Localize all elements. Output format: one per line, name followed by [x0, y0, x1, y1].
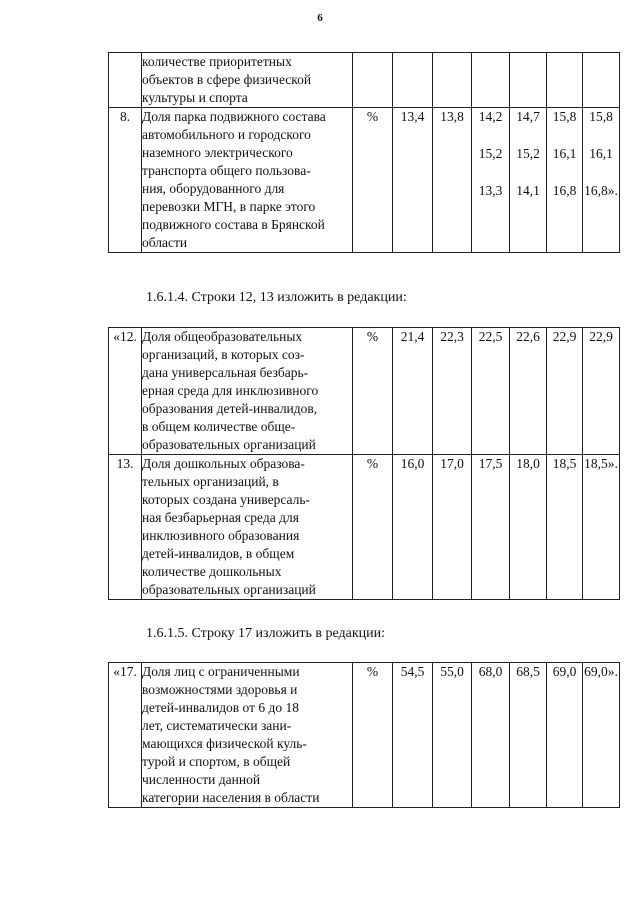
- indicator-text-line: Доля дошкольных образова-: [142, 456, 305, 471]
- value-text: 21,4: [400, 329, 425, 344]
- value-text: 22,5: [478, 329, 503, 344]
- table-row: [109, 455, 620, 600]
- table-row: [109, 53, 620, 108]
- value-text: 55,0: [440, 664, 464, 679]
- value-cell: [583, 663, 620, 808]
- row-number: [109, 53, 142, 108]
- indicator-text-line: культуры и спорта: [142, 90, 248, 105]
- paragraph-1-6-1-5: 1.6.1.5. Строку 17 изложить в редакции:: [146, 626, 386, 641]
- table-row: [109, 328, 620, 455]
- indicator-text-line: мающихся физической куль-: [142, 736, 307, 751]
- row-number: 8.: [109, 108, 142, 253]
- indicator-text-line: турой и спортом, в общей: [142, 754, 291, 769]
- value-cell: [433, 53, 472, 108]
- table-education: [108, 327, 620, 600]
- indicator-text-line: образовательных организаций: [142, 437, 316, 452]
- unit-cell: %: [353, 663, 393, 808]
- indicator-name: [142, 108, 353, 253]
- indicator-name: [142, 663, 353, 808]
- value-cell: [547, 108, 583, 253]
- value-text: 14,2: [478, 109, 503, 124]
- indicator-text-line: Доля парка подвижного состава: [142, 109, 326, 124]
- value-cell: [472, 328, 510, 455]
- value-cell: [433, 663, 472, 808]
- value-cell: [510, 328, 547, 455]
- value-cell: [393, 53, 433, 108]
- indicator-text-line: ния, оборудованного для: [142, 181, 285, 196]
- indicator-text-line: детей-инвалидов, в общем: [142, 546, 295, 561]
- unit-cell: [353, 53, 393, 108]
- value-text: 69,0».: [584, 664, 618, 679]
- value-text: 18,5: [552, 456, 577, 471]
- paragraph-1-6-1-4: 1.6.1.4. Строки 12, 13 изложить в редакции:: [146, 290, 407, 305]
- indicator-text-line: наземного электрического: [142, 145, 293, 160]
- value-text: 22,3: [440, 329, 464, 344]
- value-cell: [510, 53, 547, 108]
- indicator-text-line: организаций, в которых соз-: [142, 347, 305, 362]
- value-cell: [510, 108, 547, 253]
- indicator-text-line: дана универсальная безбарь-: [142, 365, 309, 380]
- indicator-text-line: количестве приоритетных: [142, 54, 292, 69]
- indicator-name: [142, 53, 353, 108]
- indicator-text-line: ная безбарьерная среда для: [142, 510, 299, 525]
- value-text: 22,9: [589, 329, 613, 344]
- indicator-text-line: в общем количестве обще-: [142, 419, 296, 434]
- value-text: 15,8: [552, 109, 577, 124]
- indicator-text-line: численности данной: [142, 772, 261, 787]
- value-text: 17,5: [478, 456, 503, 471]
- row-number: «12.: [109, 328, 142, 455]
- value-cell: [393, 328, 433, 455]
- indicator-text-line: транспорта общего пользова-: [142, 163, 311, 178]
- indicator-text-line: образовательных организаций: [142, 582, 316, 597]
- value-cell: [547, 663, 583, 808]
- value-text: 15,2: [516, 146, 540, 161]
- value-cell: [547, 53, 583, 108]
- value-text: 18,5».: [584, 456, 618, 471]
- indicator-text-line: которых создана универсаль-: [142, 492, 311, 507]
- value-text: 15,2: [478, 146, 503, 161]
- value-cell: [510, 663, 547, 808]
- value-text: 69,0: [552, 664, 577, 679]
- value-text: 16,1: [589, 146, 613, 161]
- value-cell: [547, 328, 583, 455]
- value-text: 22,9: [552, 329, 577, 344]
- indicator-text-line: тельных организаций, в: [142, 474, 279, 489]
- value-cell: [472, 663, 510, 808]
- value-cell: [510, 455, 547, 600]
- table-sport: [108, 662, 620, 808]
- value-text: 16,0: [400, 456, 425, 471]
- value-text: 16,8».: [584, 183, 618, 198]
- unit-cell: %: [353, 328, 393, 455]
- value-cell: [583, 53, 620, 108]
- value-text: 16,8: [552, 183, 577, 198]
- indicator-text-line: Доля общеобразовательных: [142, 329, 303, 344]
- indicator-text-line: возможностями здоровья и: [142, 682, 298, 697]
- row-number: 13.: [109, 455, 142, 600]
- value-text: 18,0: [516, 456, 540, 471]
- indicator-text-line: инклюзивного образования: [142, 528, 300, 543]
- indicator-text-line: ерная среда для инклюзивного: [142, 383, 319, 398]
- indicator-text-line: лет, систематически зани-: [142, 718, 292, 733]
- unit-cell: %: [353, 108, 393, 253]
- indicator-text-line: Доля лиц с ограниченными: [142, 664, 300, 679]
- value-text: 54,5: [400, 664, 425, 679]
- indicator-text-line: подвижного состава в Брянской: [142, 217, 325, 232]
- indicator-text-line: перевозки МГН, в парке этого: [142, 199, 316, 214]
- value-cell: [583, 108, 620, 253]
- value-cell: [433, 455, 472, 600]
- value-text: 13,3: [478, 183, 503, 198]
- value-text: 16,1: [552, 146, 577, 161]
- unit-cell: %: [353, 455, 393, 600]
- indicator-text-line: количестве дошкольных: [142, 564, 282, 579]
- table-row: [109, 108, 620, 253]
- value-cell: [393, 108, 433, 253]
- value-cell: [393, 455, 433, 600]
- value-cell: [433, 108, 472, 253]
- page-number: 6: [317, 12, 323, 24]
- indicator-text-line: категории населения в области: [142, 790, 320, 805]
- value-cell: [472, 108, 510, 253]
- indicator-text-line: объектов в сфере физической: [142, 72, 312, 87]
- value-text: 15,8: [589, 109, 613, 124]
- value-cell: [547, 455, 583, 600]
- value-cell: [433, 328, 472, 455]
- indicator-text-line: образования детей-инвалидов,: [142, 401, 318, 416]
- row-number: «17.: [109, 663, 142, 808]
- indicator-text-line: области: [142, 235, 188, 250]
- value-text: 13,8: [440, 109, 464, 124]
- table-transport: [108, 52, 620, 253]
- indicator-text-line: детей-инвалидов от 6 до 18: [142, 700, 300, 715]
- table-row: [109, 663, 620, 808]
- indicator-name: [142, 328, 353, 455]
- value-text: 68,5: [516, 664, 540, 679]
- value-text: 14,7: [516, 109, 540, 124]
- value-cell: [472, 53, 510, 108]
- value-text: 14,1: [516, 183, 540, 198]
- value-text: 13,4: [400, 109, 425, 124]
- value-cell: [393, 663, 433, 808]
- indicator-name: [142, 455, 353, 600]
- value-text: 68,0: [478, 664, 503, 679]
- value-cell: [583, 455, 620, 600]
- value-text: 22,6: [516, 329, 540, 344]
- value-cell: [472, 455, 510, 600]
- value-cell: [583, 328, 620, 455]
- indicator-text-line: автомобильного и городского: [142, 127, 311, 142]
- value-text: 17,0: [440, 456, 464, 471]
